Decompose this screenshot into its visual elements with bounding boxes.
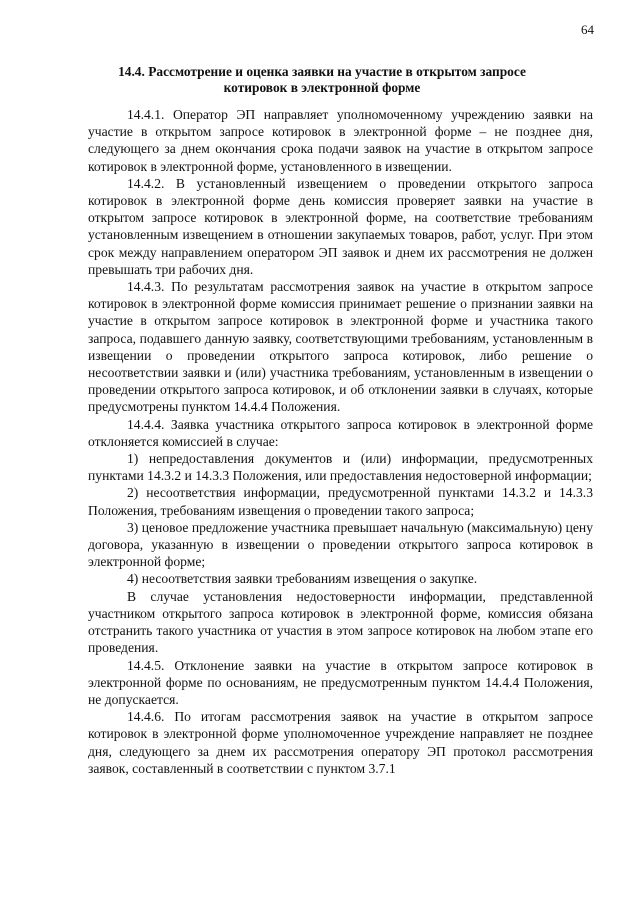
paragraph-14-4-5: 14.4.5. Отклонение заявки на участие в открытом запросе котировок в электронной форме по основаниям, не предусмотренным пунктом 14.4.4 Положения, не допускается.: [88, 657, 593, 707]
paragraph-14-4-6: 14.4.6. По итогам рассмотрения заявок на участие в открытом запросе котировок в электронной форме уполномоченное учреждение направляет не позднее дня, следующего за днем их рассмотрения оператору ЭП протокол рассмотрения заявок, составленный в соответствии с пунктом 3.7.1: [88, 709, 593, 776]
paragraph-14-4-1: 14.4.1. Оператор ЭП направляет уполномоченному учреждению заявки на участие в открытом запросе котировок в электронной форме – не позднее дня, следующего за днем окончания срока подачи заявок на участие в открытом запросе котировок в электронной форме, установленного в извещении.: [88, 107, 593, 174]
document-body: [88, 106, 593, 777]
paragraph-14-4-2: 14.4.2. В установленный извещением о проведении открытого запроса котировок в электронной форме день комиссия проверяет заявки на участие в открытом запросе котировок в электронной форме, на соответствие требованиям установленным извещением в отношении закупаемых товаров, работ, услуг. При этом срок между направлением оператором ЭП заявок и днем их рассмотрения не должен превышать три рабочих дня.: [88, 175, 593, 277]
list-item-2: 2) несоответствия информации, предусмотренной пунктами 14.3.2 и 14.3.3 Положения, требованиям извещения о проведении такого запроса;: [88, 485, 593, 518]
paragraph-14-4-4: 14.4.4. Заявка участника открытого запроса котировок в электронной форме отклоняется комиссией в случае:: [88, 416, 593, 449]
list-item-3: 3) ценовое предложение участника превышает начальную (максимальную) цену договора, указанную в извещении о проведении открытого запроса котировок в электронной форме;: [88, 519, 593, 570]
paragraph-14-4-3: 14.4.3. По результатам рассмотрения заявок на участие в открытом запросе котировок в электронной форме комиссия принимает решение о признании заявки на участие в открытом запросе котировок в электронной форме и участника такого запроса, подавшего данную заявку, соответствующими требованиям, установленным в извещении о проведении открытого запроса котировок, либо решение о несоответствии заявки и (или) участника требованиям, установленным в извещении о проведении открытого запроса котировок, и об отклонении заявки в случаях, которые предусмотрены пунктом 14.4.4 Положения.: [88, 279, 593, 415]
list-item-1: 1) непредоставления документов и (или) информации, предусмотренных пунктами 14.3.2 и 14.3.3 Положения, или предоставления недостоверной информации;: [88, 451, 593, 484]
section-title-line-2: котировок в электронной форме: [223, 80, 421, 95]
section-title-line-1: 14.4. Рассмотрение и оценка заявки на участие в открытом запросе: [118, 64, 526, 79]
page-number: 64: [581, 22, 594, 37]
list-item-4: 4) несоответствия заявки требованиям извещения о закупке.: [127, 571, 478, 587]
paragraph-unreliable-information: В случае установления недостоверности информации, представленной участником открытого запроса котировок в электронной форме, комиссия обязана отстранить такого участника от участия в этом запросе котировок на любом этапе его проведения.: [88, 588, 593, 656]
section-title: [88, 64, 556, 96]
